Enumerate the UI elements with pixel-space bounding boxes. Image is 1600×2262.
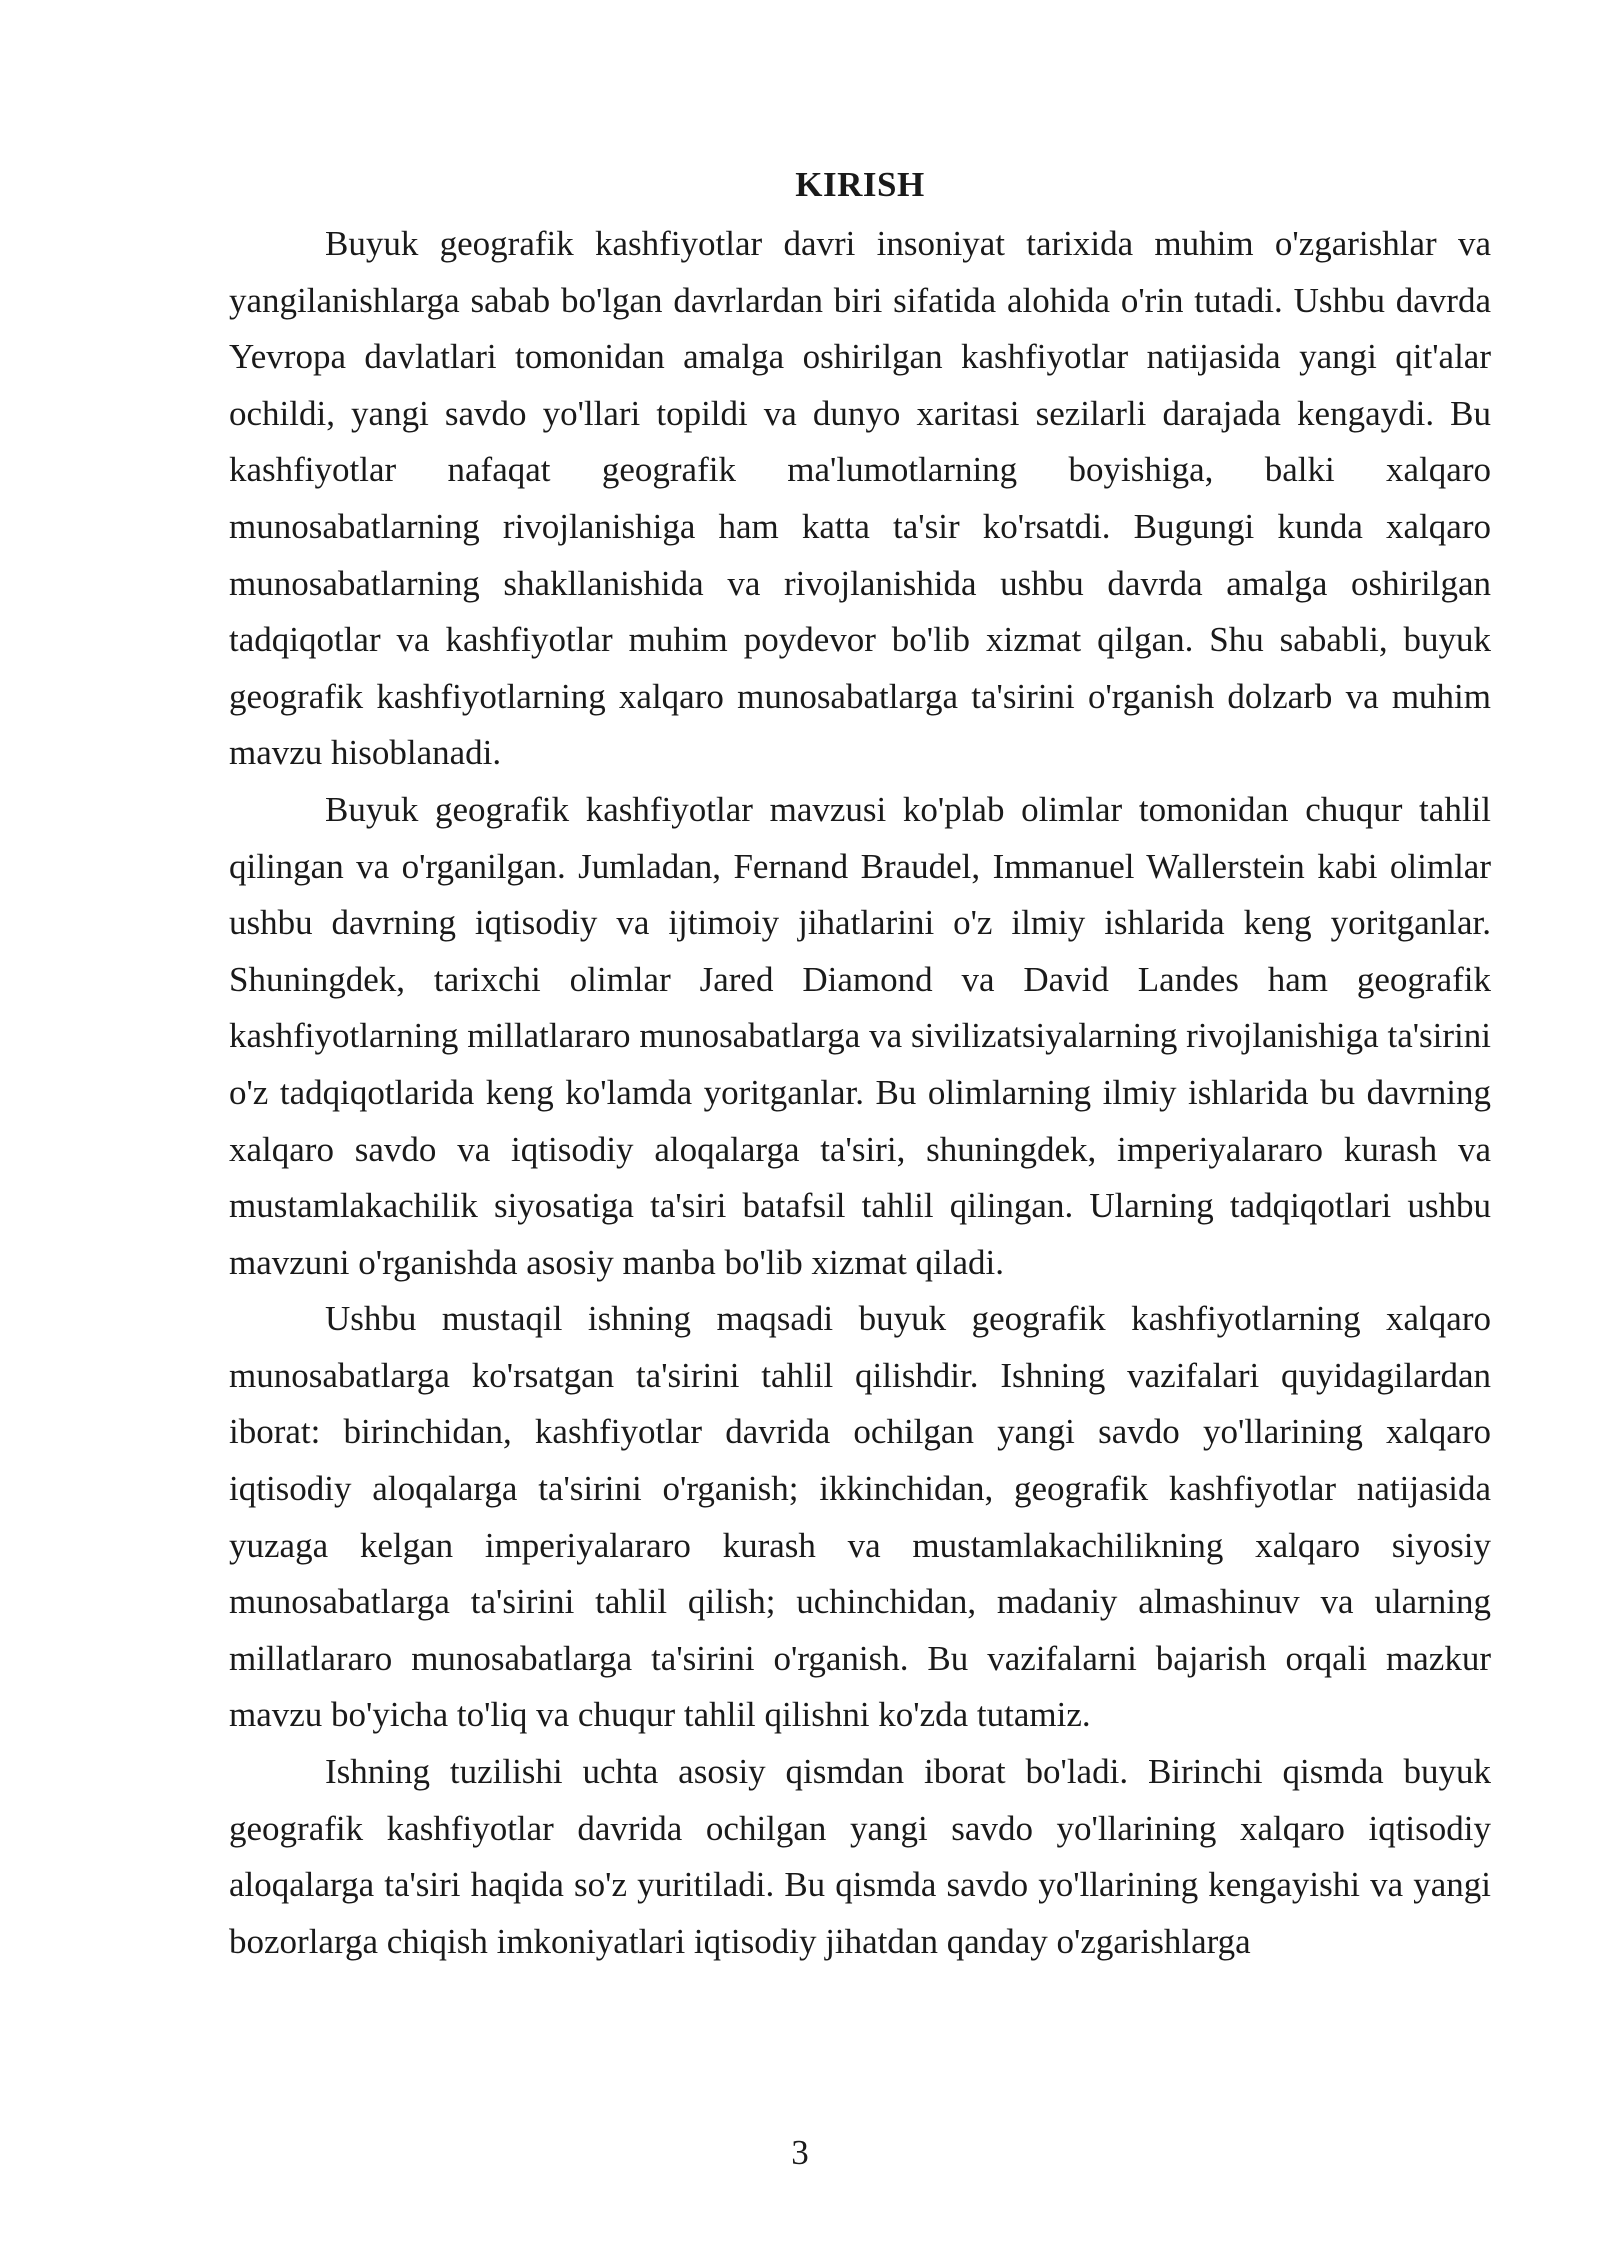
page-number: 3 — [791, 2133, 809, 2172]
paragraph-intro: Buyuk geografik kashfiyotlar davri insoniyat tarixida muhim o'zgarishlar va yangilanishlarga sabab bo'lgan davrlardan biri sifatida alohida o'rin tutadi. Ushbu davrda Yevropa davlatlari tomonidan amalga oshirilgan kashfiyotlar natijasida yangi qit'alar ochildi, yangi savdo yo'llari topildi va dunyo xaritasi sezilarli darajada kengaydi. Bu kashfiyotlar nafaqat geografik ma'lumotlarning boyishiga, balki xalqaro munosabatlarning rivojlanishiga ham katta ta'sir ko'rsatdi. Bugungi kunda xalqaro munosabatlarning shakllanishida va rivojlanishida ushbu davrda amalga oshirilgan tadqiqotlar va kashfiyotlar muhim poydevor bo'lib xizmat qilgan. Shu sababli, buyuk geografik kashfiyotlarning xalqaro munosabatlarga ta'sirini o'rganish dolzarb va muhim mavzu hisoblanadi. — [229, 224, 1491, 773]
paragraph-literature: Buyuk geografik kashfiyotlar mavzusi ko'plab olimlar tomonidan chuqur tahlil qilingan va o'rganilgan. Jumladan, Fernand Braudel, Immanuel Wallerstein kabi olimlar ushbu davrning iqtisodiy va ijtimoiy jihatlarini o'z ilmiy ishlarida keng yoritganlar. Shuningdek, tarixchi olimlar Jared Diamond va David Landes ham geografik kashfiyotlarning millatlararo munosabatlarga va sivilizatsiyalarning rivojlanishiga ta'sirini o'z tadqiqotlarida keng ko'lamda yoritganlar. Bu olimlarning ilmiy ishlarida bu davrning xalqaro savdo va iqtisodiy aloqalarga ta'siri, shuningdek, imperiyalararo kurash va mustamlakachilik siyosatiga ta'siri batafsil tahlil qilingan. Ularning tadqiqotlari ushbu mavzuni o'rganishda asosiy manba bo'lib xizmat qiladi. — [229, 789, 1491, 1282]
paragraph-structure: Ishning tuzilishi uchta asosiy qismdan iborat bo'ladi. Birinchi qismda buyuk geografik kashfiyotlar davrida ochilgan yangi savdo yo'llarining xalqaro iqtisodiy aloqalarga ta'siri haqida so'z yuritiladi. Bu qismda savdo yo'llarining kengayishi va yangi bozorlarga chiqish imkoniyatlari iqtisodiy jihatdan qanday o'zgarishlarga — [229, 1752, 1491, 1961]
page-title: KIRISH — [795, 165, 925, 204]
document-page — [229, 160, 1491, 1970]
paragraph-goals: Ushbu mustaqil ishning maqsadi buyuk geografik kashfiyotlarning xalqaro munosabatlarga ko'rsatgan ta'sirini tahlil qilishdir. Ishning vazifalari quyidagilardan iborat: birinchidan, kashfiyotlar davrida ochilgan yangi savdo yo'llarining xalqaro iqtisodiy aloqalarga ta'sirini o'rganish; ikkinchidan, geografik kashfiyotlar natijasida yuzaga kelgan imperiyalararo kurash va mustamlakachilikning xalqaro siyosiy munosabatlarga ta'sirini tahlil qilish; uchinchidan, madaniy almashinuv va ularning millatlararo munosabatlarga ta'sirini o'rganish. Bu vazifalarni bajarish orqali mazkur mavzu bo'yicha to'liq va chuqur tahlil qilishni ko'zda tutamiz. — [229, 1299, 1491, 1735]
